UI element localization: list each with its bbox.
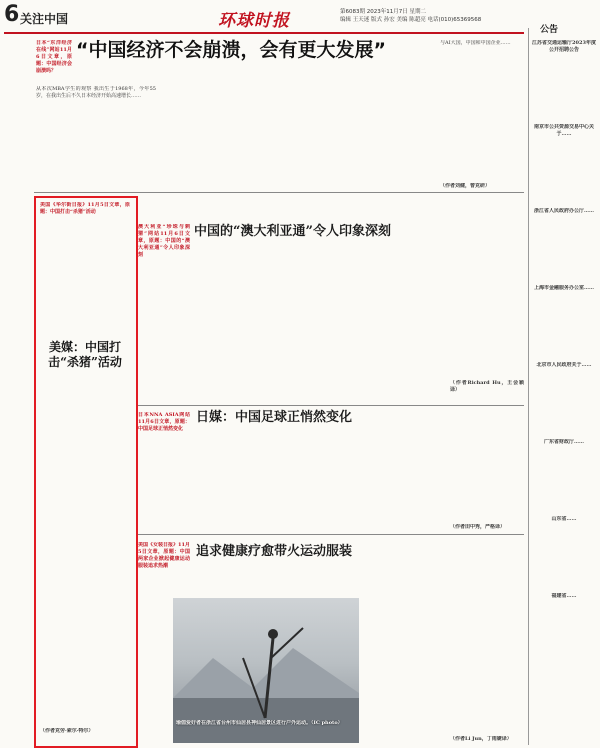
notice-item: 上海市金融服务办公室…… xyxy=(533,285,594,291)
top-story-label: 日本“东洋经济在线”网站11月6日文章，原题：中国经济会崩溃吗？ xyxy=(36,40,72,74)
top-story-body-right: 与AI大国，中国和中国企业…… xyxy=(440,40,511,46)
notice-item: 浙江省人民政府办公厅…… xyxy=(533,208,594,214)
feature-label: 美国《华尔街日报》11月5日文章，原题：中国打击“杀猪”活动 xyxy=(40,202,130,215)
section-title: 关注中国 xyxy=(20,12,69,26)
health-headline: 追求健康疗愈带火运动服装 xyxy=(196,544,353,559)
notice-item: 北京市人民政府关于…… xyxy=(536,362,592,368)
notice-item: 福建省…… xyxy=(551,593,577,599)
australia-divider xyxy=(138,405,524,406)
issue-line-2: 编辑 王天迷 版式 孙宏 美编 陈超亮 电话(010)65369568 xyxy=(340,17,482,23)
australia-byline: （作者Richard Hu，王会颖译） xyxy=(450,380,524,393)
football-byline: （作者田中秀，严格译） xyxy=(450,524,506,530)
australia-headline: 中国的“澳大利亚通”令人印象深刻 xyxy=(194,224,391,239)
football-headline: 日媒：中国足球正悄然变化 xyxy=(196,410,353,425)
notice-item: 南京市公共资源交易中心关于…… xyxy=(533,124,594,137)
issue-line-1: 第6083期 2023年11月7日 星期二 xyxy=(340,9,426,15)
top-story-divider xyxy=(34,192,524,193)
health-photo-caption: 瑜伽爱好者在浙江省台州市仙居县神仙居景区进行户外运动。（IC photo） xyxy=(176,720,343,726)
top-story-headline: “中国经济不会崩溃，会有更大发展” xyxy=(76,39,386,61)
notice-item: 山东省…… xyxy=(551,516,577,522)
notice-item: 广东省财政厅…… xyxy=(543,439,584,445)
header-rule xyxy=(4,32,524,34)
football-label: 日本NNA ASIA网站11月6日文章，原题：中国足球正悄然变化 xyxy=(138,412,190,432)
football-divider xyxy=(138,534,524,535)
top-story-body-left: 从本次MBA学生的观察 我出生于1968年，今年55岁，在我出生后不久日本经济开始高速增长…… xyxy=(36,86,156,99)
health-label: 美国《女装日报》11月5日文章，原题：中国两家企业掀起健康运动服装追求热潮 xyxy=(138,542,190,569)
health-byline: （作者Li Jun，丁雨婕译） xyxy=(450,736,512,742)
issue-info xyxy=(340,8,481,24)
notice-title: 公告 xyxy=(540,25,559,35)
feature-byline: （作者克劳·索尔·特尔） xyxy=(40,728,94,734)
masthead-logo: 环球时报 xyxy=(218,11,290,31)
page-number: 6 xyxy=(4,2,20,27)
australia-label: 澳大利亚“珍珠与刺猬”网站11月6日文章，原题：中国的“澳大利亚通”令人印象深刻 xyxy=(138,224,190,258)
notice-list xyxy=(531,40,597,740)
feature-box xyxy=(34,196,138,748)
feature-headline: 美媒：中国打击“杀猪”活动 xyxy=(48,340,122,369)
notice-item: 江苏省交通运输厅2023年度公开招聘公告 xyxy=(532,40,596,53)
top-story-byline: （作者刘健，曾克研） xyxy=(440,183,491,189)
